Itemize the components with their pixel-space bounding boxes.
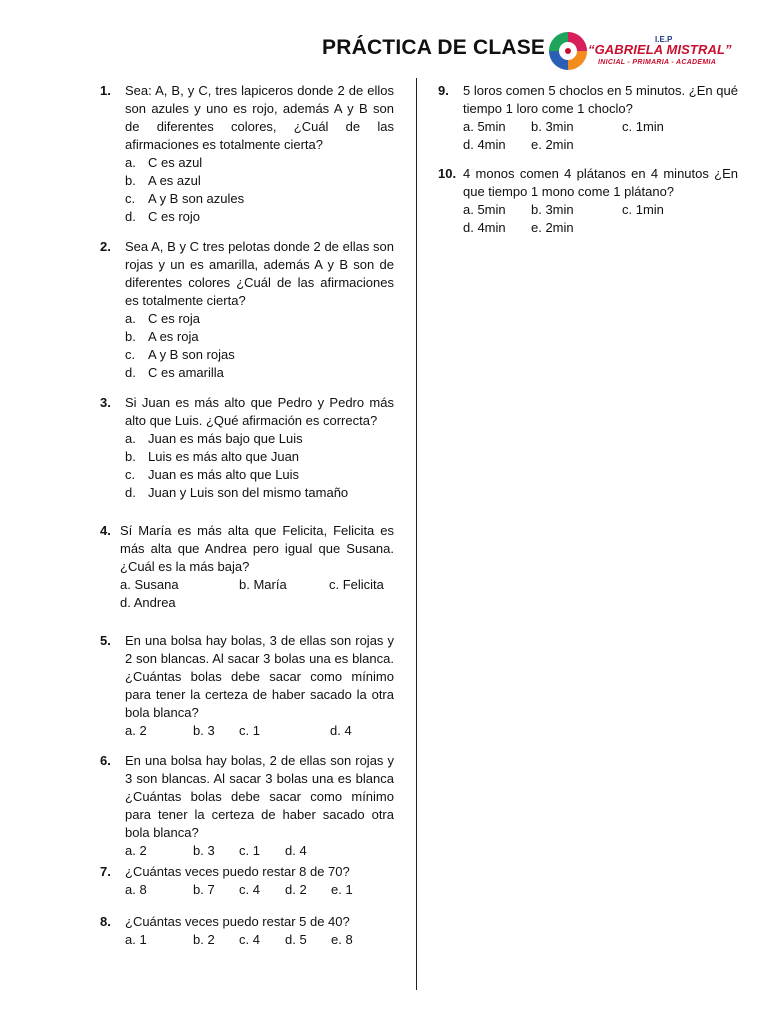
option-list: [125, 154, 394, 226]
question-number: 10.: [438, 166, 457, 181]
option: c. A y B son rojas: [125, 347, 235, 362]
option: a. C es azul: [125, 155, 203, 170]
question-stem: 5 loros comen 5 choclos en 5 minutos. ¿En qué tiempo 1 loro come 1 choclo?: [463, 83, 738, 116]
option-list: [125, 881, 394, 899]
question-2: [100, 238, 394, 382]
question-stem: Si Juan es más alto que Pedro y Pedro más alto que Luis. ¿Qué afirmación es correcta?: [125, 395, 394, 428]
option: a. 8: [125, 882, 147, 897]
question-stem: En una bolsa hay bolas, 3 de ellas son rojas y 2 son blancas. Al sacar 3 bolas una es blanca. ¿Cuántas bolas debe sacar como mínimo para tener la certeza de haber sacado la otra bola blanca?: [125, 633, 394, 720]
question-stem: ¿Cuántas veces puedo restar 8 de 70?: [125, 864, 350, 879]
option-list: [125, 722, 394, 740]
option: e. 1: [331, 882, 353, 897]
question-number: 6.: [100, 753, 111, 768]
school-logo-icon: [547, 28, 589, 74]
option: d. Andrea: [120, 595, 176, 610]
option: d. 4min: [463, 220, 506, 235]
option: a. Susana: [120, 577, 179, 592]
option: d. 5: [285, 932, 307, 947]
option: c. 4: [239, 882, 260, 897]
option: b. A es roja: [125, 329, 199, 344]
option: c. 4: [239, 932, 260, 947]
question-5: [100, 632, 394, 740]
page-title: PRÁCTICA DE CLASE: [322, 36, 546, 59]
option: e. 8: [331, 932, 353, 947]
option: b. 3min: [531, 119, 574, 134]
option: c. 1: [239, 843, 260, 858]
option-list: [463, 136, 738, 154]
option: d. 4: [285, 843, 307, 858]
option-list: [463, 201, 738, 219]
option: b. María: [239, 577, 287, 592]
left-column: [100, 82, 394, 949]
option: a. C es roja: [125, 311, 201, 326]
option-list: [463, 219, 738, 237]
right-column: [438, 82, 738, 237]
question-stem: ¿Cuántas veces puedo restar 5 de 40?: [125, 914, 350, 929]
option-list: [125, 310, 394, 382]
option: b. Luis es más alto que Juan: [125, 449, 300, 464]
question-6: [100, 752, 394, 860]
option: b. 3: [193, 843, 215, 858]
option-list: [125, 430, 394, 502]
option: b. 3min: [531, 202, 574, 217]
option: c. Felicita: [329, 577, 384, 592]
option: b. 7: [193, 882, 215, 897]
option-list: [463, 118, 738, 136]
option: d. C es rojo: [125, 209, 201, 224]
question-number: 5.: [100, 633, 111, 648]
option: c. 1: [239, 723, 260, 738]
option-list: [125, 931, 394, 949]
option: a. 5min: [463, 119, 506, 134]
option: a. 5min: [463, 202, 506, 217]
option: a. Juan es más bajo que Luis: [125, 431, 303, 446]
question-stem: Sí María es más alta que Felicita, Felicita es más alta que Andrea pero igual que Susana. ¿Cuál es la más baja?: [120, 523, 394, 574]
question-8: [100, 913, 394, 949]
option: d. 4: [330, 723, 352, 738]
question-1: [100, 82, 394, 226]
question-7: [100, 863, 394, 899]
question-number: 4.: [100, 523, 111, 538]
option: e. 2min: [531, 220, 574, 235]
column-divider: [416, 78, 417, 990]
question-10: [438, 165, 738, 237]
question-number: 8.: [100, 914, 111, 929]
option: a. 2: [125, 843, 147, 858]
question-stem: 4 monos comen 4 plátanos en 4 minutos ¿En que tiempo 1 mono come 1 plátano?: [463, 166, 738, 199]
option: c. A y B son azules: [125, 191, 245, 206]
option: b. 3: [193, 723, 215, 738]
option: b. A es azul: [125, 173, 201, 188]
option-list: [120, 576, 394, 594]
logo-school-name: “GABRIELA MISTRAL”: [588, 42, 732, 57]
question-9: [438, 82, 738, 154]
option: c. Juan es más alto que Luis: [125, 467, 300, 482]
question-3: [100, 394, 394, 502]
question-number: 7.: [100, 864, 111, 879]
option: c. 1min: [622, 119, 664, 134]
logo-iep-label: I.E.P: [655, 35, 673, 44]
option: a. 2: [125, 723, 147, 738]
question-stem: En una bolsa hay bolas, 2 de ellas son rojas y 3 son blancas. Al sacar 3 bolas una es blanca ¿Cuántas bolas debe sacar como mínimo para tener la certeza de haber sacado otra bola blanca?: [125, 753, 394, 840]
question-stem: Sea: A, B, y C, tres lapiceros donde 2 de ellos son azules y uno es rojo, además A y B son de diferentes colores, ¿Cuál de las afirmaciones es totalmente cierta?: [125, 83, 394, 152]
question-stem: Sea A, B y C tres pelotas donde 2 de ellas son rojas y un es amarilla, además A y B son de diferentes colores ¿Cuál de las afirmaciones es totalmente cierta?: [125, 239, 394, 308]
question-number: 3.: [100, 395, 111, 410]
option: c. 1min: [622, 202, 664, 217]
option: d. 4min: [463, 137, 506, 152]
option: e. 2min: [531, 137, 574, 152]
option: b. 2: [193, 932, 215, 947]
question-number: 1.: [100, 83, 111, 98]
question-number: 2.: [100, 239, 111, 254]
option-list: [125, 842, 394, 860]
option: d. 2: [285, 882, 307, 897]
option-list: [120, 594, 394, 612]
question-number: 9.: [438, 83, 449, 98]
option: d. C es amarilla: [125, 365, 224, 380]
question-4: [100, 522, 394, 612]
option: d. Juan y Luis son del mismo tamaño: [125, 485, 349, 500]
option: a. 1: [125, 932, 147, 947]
logo-tagline: INICIAL - PRIMARIA - ACADEMIA: [598, 59, 717, 66]
